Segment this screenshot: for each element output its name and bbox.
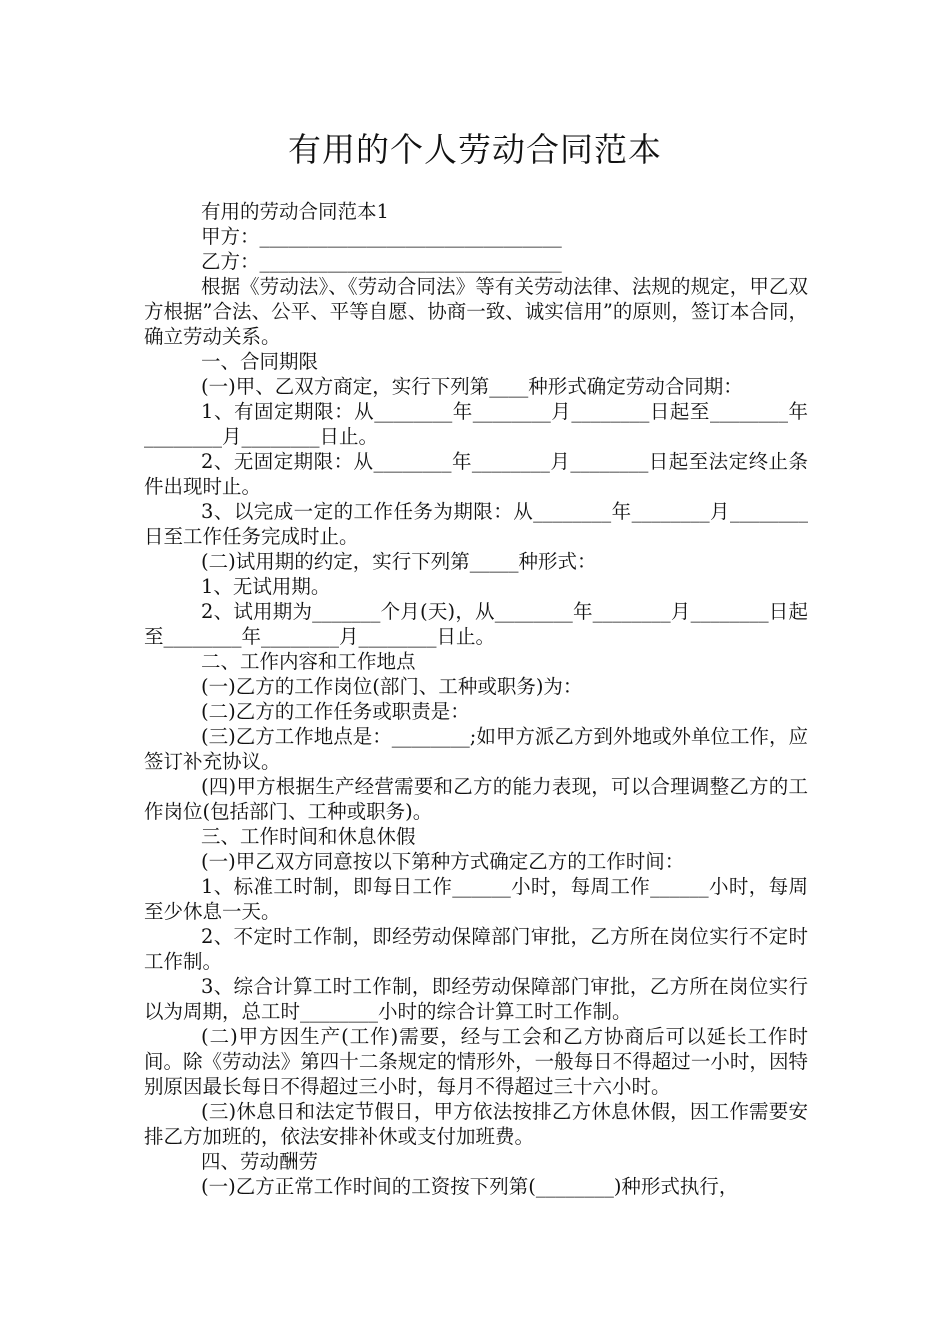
section-heading-hours: 三、工作时间和休息休假 <box>201 825 416 848</box>
section-heading-pay: 四、劳动酬劳 <box>201 1150 319 1173</box>
party-a-line: 甲方：_______________________________ <box>201 225 562 248</box>
preamble-paragraph: 根据《劳动法》、《劳动合同法》等有关劳动法律、法规的规定，甲乙双方根据”合法、公平、平等自愿、协商一致、诚实信用”的原则，签订本合同，确立劳动关系。 <box>144 275 808 348</box>
clause-paragraph: (一)甲乙双方同意按以下第种方式确定乙方的工作时间： <box>201 850 685 873</box>
contract-subtitle: 有用的劳动合同范本1 <box>201 200 389 223</box>
clause-paragraph: 1、标准工时制，即每日工作______小时，每周工作______小时，每周至少休息一天。 <box>144 875 808 923</box>
clause-paragraph: 2、无固定期限：从________年________月________日起至法定终止条件出现时止。 <box>144 450 808 498</box>
clause-paragraph: (三)休息日和法定节假日，甲方依法按排乙方休息休假，因工作需要安排乙方加班的，依法安排补休或支付加班费。 <box>144 1100 808 1148</box>
clause-paragraph: (三)乙方工作地点是：________;如甲方派乙方到外地或外单位工作，应签订补充协议。 <box>144 725 808 773</box>
clause-paragraph: 1、无试用期。 <box>201 575 331 598</box>
clause-paragraph: (二)甲方因生产(工作)需要，经与工会和乙方协商后可以延长工作时间。除《劳动法》第四十二条规定的情形外，一般每日不得超过一小时，因特别原因最长每日不得超过三小时，每月不得超过三十六小时。 <box>144 1025 808 1098</box>
clause-paragraph: (二)试用期的约定，实行下列第_____种形式： <box>201 550 597 573</box>
clause-paragraph: 3、综合计算工时工作制，即经劳动保障部门审批，乙方所在岗位实行以为周期，总工时________小时的综合计算工时工作制。 <box>144 975 808 1023</box>
clause-paragraph: (一)乙方的工作岗位(部门、工种或职务)为： <box>201 675 583 698</box>
document-title: 有用的个人劳动合同范本 <box>288 130 662 169</box>
clause-paragraph: (二)乙方的工作任务或职责是： <box>201 700 470 723</box>
clause-paragraph: (一)甲、乙双方商定，实行下列第____种形式确定劳动合同期： <box>201 375 743 398</box>
clause-paragraph: 2、不定时工作制，即经劳动保障部门审批，乙方所在岗位实行不定时工作制。 <box>144 925 808 973</box>
clause-paragraph: 2、试用期为_______个月(天)，从________年________月________日起至________年________月________日止。 <box>144 600 808 648</box>
section-heading-term: 一、合同期限 <box>201 350 319 373</box>
clause-paragraph: 3、以完成一定的工作任务为期限：从________年________月________日至工作任务完成时止。 <box>144 500 808 548</box>
party-b-line: 乙方：_______________________________ <box>201 250 562 273</box>
clause-paragraph: (四)甲方根据生产经营需要和乙方的能力表现，可以合理调整乙方的工作岗位(包括部门、工种或职务)。 <box>144 775 808 823</box>
section-heading-work: 二、工作内容和工作地点 <box>201 650 416 673</box>
clause-paragraph: (一)乙方正常工作时间的工资按下列第(________)种形式执行， <box>201 1175 739 1198</box>
document-body <box>144 199 808 1199</box>
clause-paragraph: 1、有固定期限：从________年________月________日起至________年________月________日止。 <box>144 400 808 448</box>
